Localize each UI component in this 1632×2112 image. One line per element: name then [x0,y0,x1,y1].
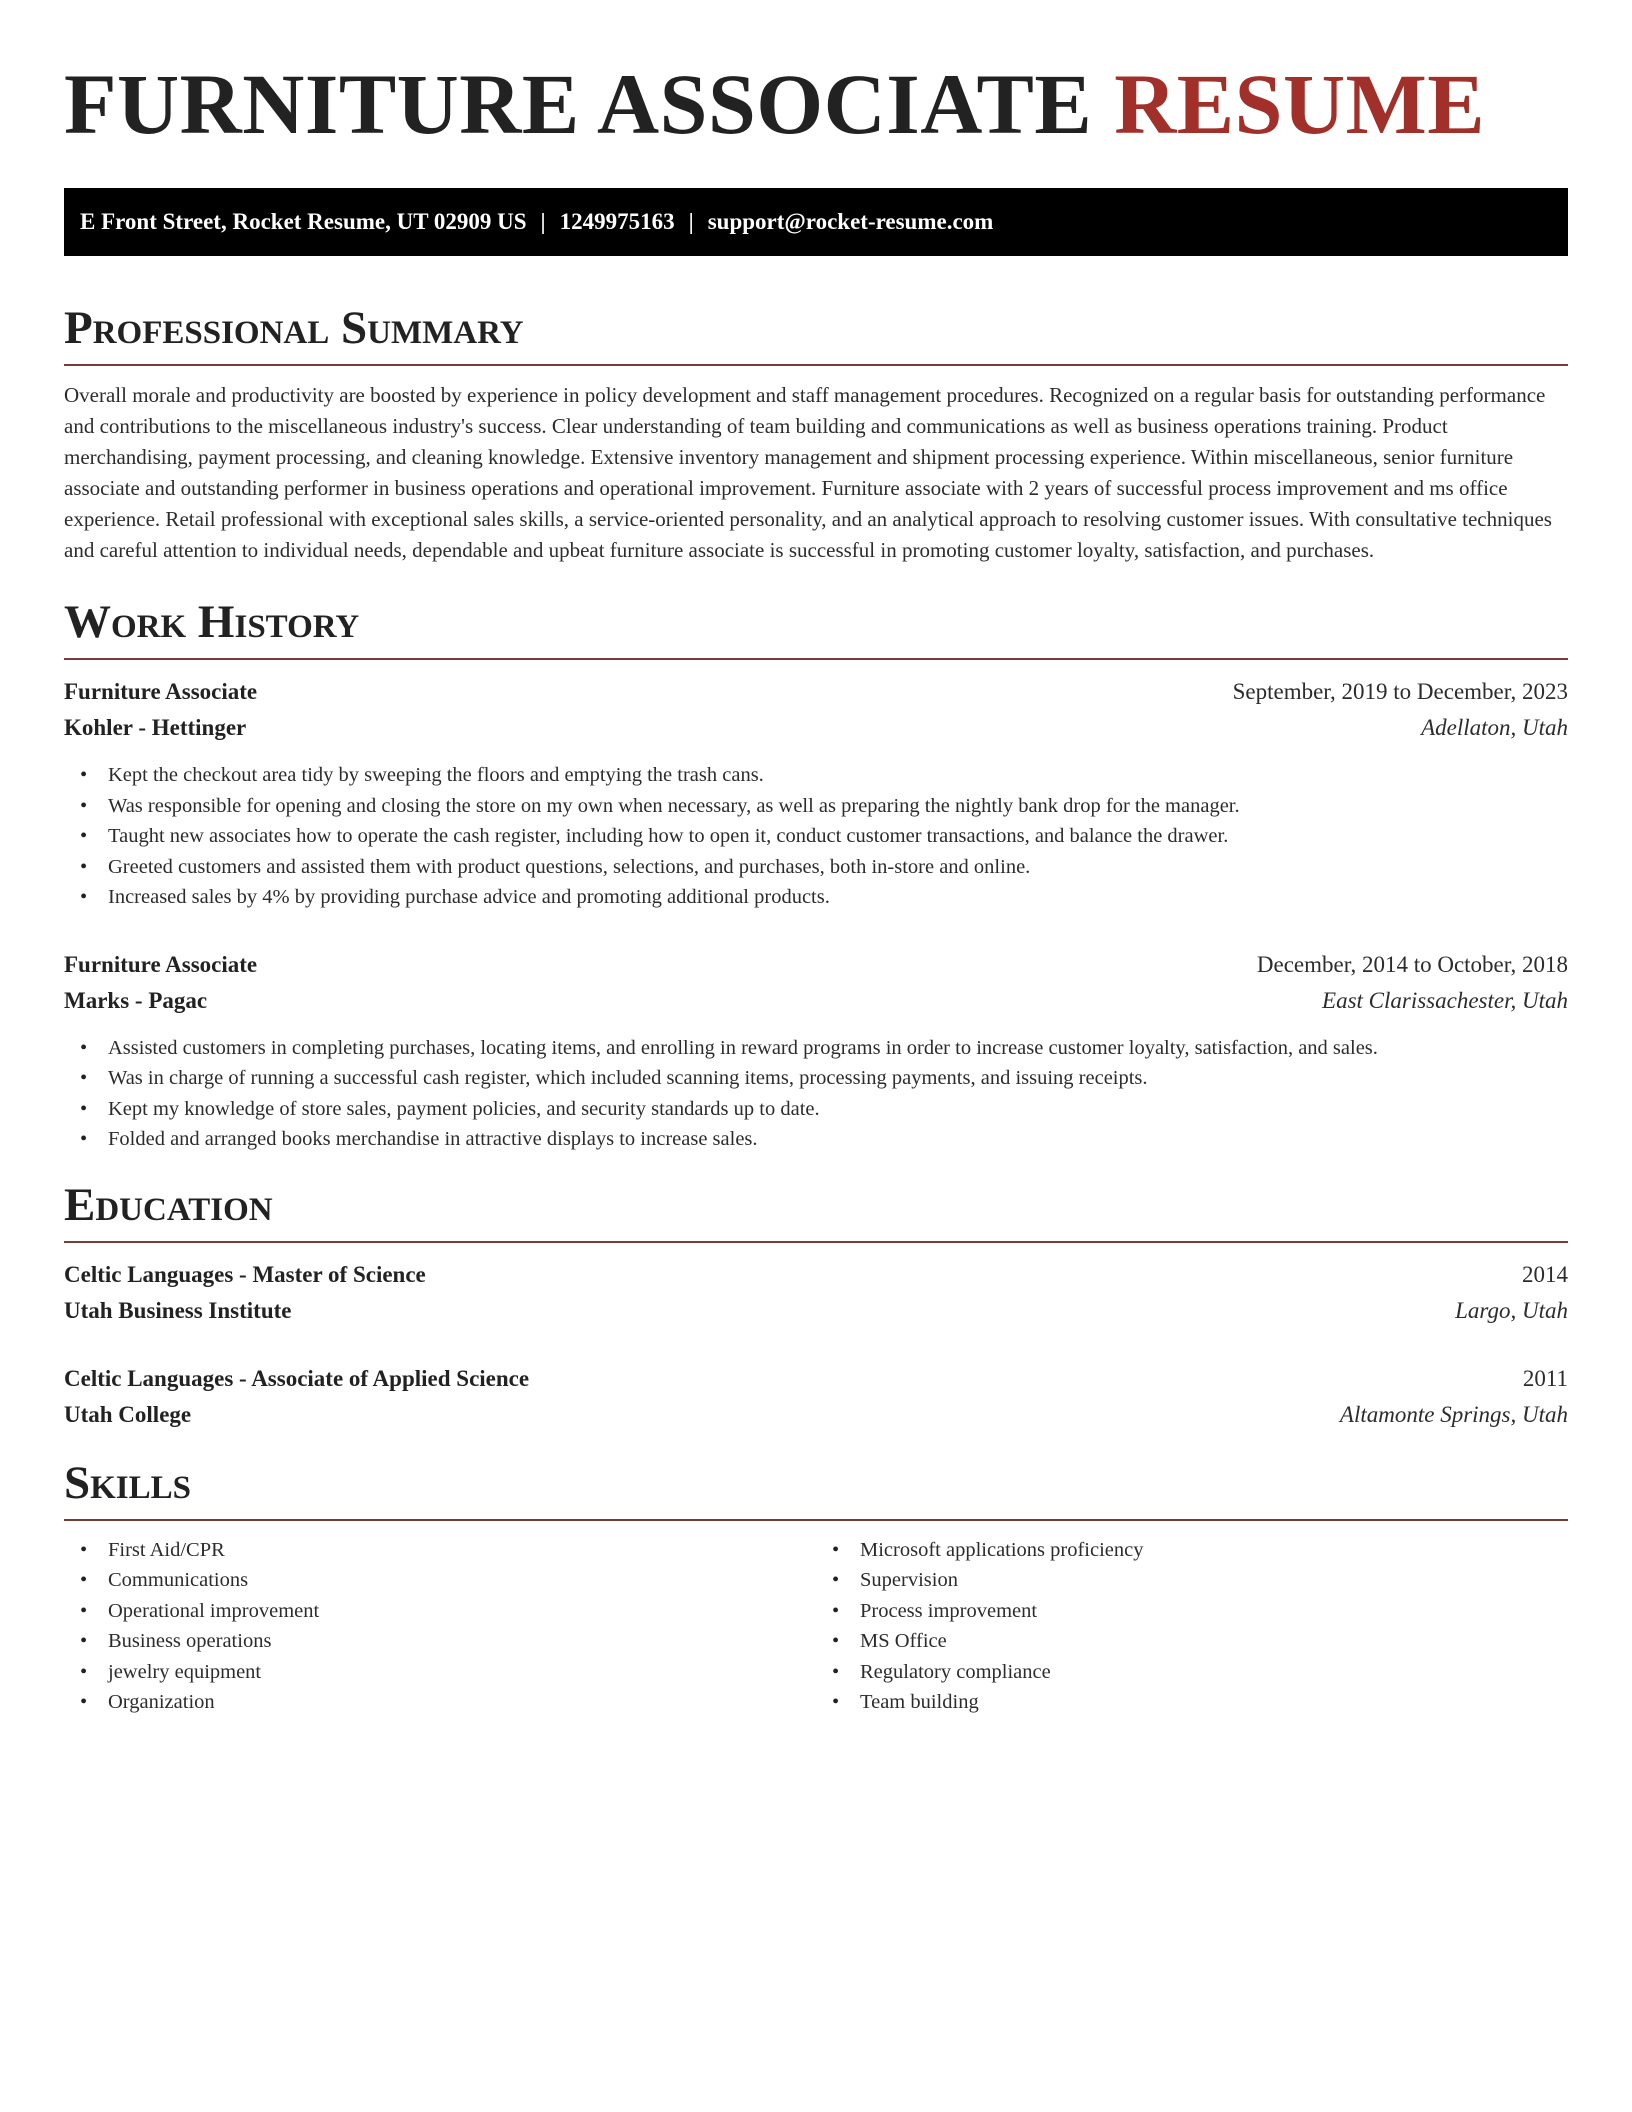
job-bullet: • Was in charge of running a successful cash register, which included scanning items, processing payments, and issuing receipts. [64,1063,1568,1094]
section-divider [64,658,1568,660]
education-section [64,1177,1568,1433]
job-bullet: • Was responsible for opening and closing the store on my own when necessary, as well as preparing the nightly bank drop for the manager. [64,791,1568,822]
job-bullet: • Greeted customers and assisted them with product questions, selections, and purchases, both in-store and online. [64,852,1568,883]
job-company: Kohler - Hettinger [64,715,247,740]
work-entry [64,674,1568,913]
job-bullet: • Assisted customers in completing purchases, locating items, and enrolling in reward programs in order to increase customer loyalty, satisfaction, and sales. [64,1033,1568,1064]
entry-row [64,1361,1568,1397]
entry-row [64,1293,1568,1329]
job-bullet: • Taught new associates how to operate the cash register, including how to open it, conduct customer transactions, and balance the drawer. [64,821,1568,852]
skill-item: • Microsoft applications proficiency [816,1535,1568,1566]
skills-list [64,1535,816,1718]
skill-item: • First Aid/CPR [64,1535,816,1566]
contact-separator: | [540,209,546,234]
skills-grid [64,1535,1568,1718]
resume-title [64,56,1568,152]
degree: Celtic Languages - Associate of Applied Science [64,1365,530,1391]
skill-item: • jewelry equipment [64,1657,816,1688]
skill-item: • Organization [64,1687,816,1718]
skill-item: • Operational improvement [64,1596,816,1627]
graduation-year: 2011 [1522,1365,1568,1391]
job-dates: September, 2019 to December, 2023 [1232,679,1568,704]
job-title: Furniture Associate [64,951,258,977]
contact-separator: | [688,209,694,234]
skills-column-right [816,1535,1568,1718]
job-location: East Clarissachester, Utah [1322,987,1568,1013]
skill-item: • Communications [64,1565,816,1596]
section-heading-skills: Skills [64,1456,192,1509]
job-bullets [64,760,1568,913]
contact-email: support@rocket-resume.com [707,209,994,234]
work-history-section [64,594,1568,1155]
job-bullet: • Kept my knowledge of store sales, payment policies, and security standards up to date. [64,1094,1568,1125]
title-main: FURNITURE ASSOCIATE [64,56,1093,152]
job-location: Adellaton, Utah [1421,715,1568,740]
job-bullet: • Kept the checkout area tidy by sweeping the floors and emptying the trash cans. [64,760,1568,791]
education-entry [64,1257,1568,1329]
summary-text: Overall morale and productivity are boosted by experience in policy development and staff management procedures. Recognized on a regular basis for outstanding performance and contributions to the miscellaneous industry's success. Clear understanding of team building and communications as well as business operations training. Product merchandising, payment processing, and cleaning knowledge. Extensive inventory management and shipment processing experience. Within miscellaneous, senior furniture associate and outstanding performer in business operations and operational improvement. Furniture associate with 2 years of successful process improvement and ms office experience. Retail professional with exceptional sales skills, a service-oriented personality, and an analytical approach to resolving customer issues. With consultative techniques and careful attention to individual needs, dependable and upbeat furniture associate is successful in promoting customer loyalty, satisfaction, and purchases. [64,383,1552,562]
school-name: Utah Business Institute [64,1297,292,1323]
section-heading-education: Education [64,1178,273,1231]
skill-item: • Regulatory compliance [816,1657,1568,1688]
section-heading-summary: Professional Summary [64,302,524,354]
title-accent: RESUME [1114,56,1486,152]
education-entry [64,1361,1568,1433]
job-company: Marks - Pagac [64,987,208,1013]
entry-row [64,1397,1568,1433]
entry-row [64,674,1568,710]
skill-item: • Business operations [64,1626,816,1657]
section-divider [64,364,1568,366]
contact-address: E Front Street, Rocket Resume, UT 02909 US [80,209,527,234]
entry-row [64,983,1568,1019]
professional-summary-section [64,300,1568,566]
graduation-year: 2014 [1522,1261,1568,1287]
skill-item: • Team building [816,1687,1568,1718]
skills-list [816,1535,1568,1718]
school-location: Altamonte Springs, Utah [1339,1401,1568,1427]
section-divider [64,1519,1568,1521]
section-divider [64,1241,1568,1243]
contact-phone: 1249975163 [559,209,675,234]
degree: Celtic Languages - Master of Science [64,1261,426,1287]
job-bullet: • Folded and arranged books merchandise in attractive displays to increase sales. [64,1124,1568,1155]
entry-row [64,710,1568,746]
skill-item: • MS Office [816,1626,1568,1657]
entry-row [64,947,1568,983]
contact-bar [64,188,1568,256]
section-heading-work: Work History [64,596,360,648]
job-bullets [64,1033,1568,1155]
job-title: Furniture Associate [64,679,258,704]
school-location: Largo, Utah [1455,1297,1568,1323]
skills-section [64,1455,1568,1718]
skills-column-left [64,1535,816,1718]
school-name: Utah College [64,1401,192,1427]
job-bullet: • Increased sales by 4% by providing purchase advice and promoting additional products. [64,882,1568,913]
job-dates: December, 2014 to October, 2018 [1256,951,1568,977]
entry-row [64,1257,1568,1293]
skill-item: • Process improvement [816,1596,1568,1627]
skill-item: • Supervision [816,1565,1568,1596]
work-entry [64,947,1568,1155]
